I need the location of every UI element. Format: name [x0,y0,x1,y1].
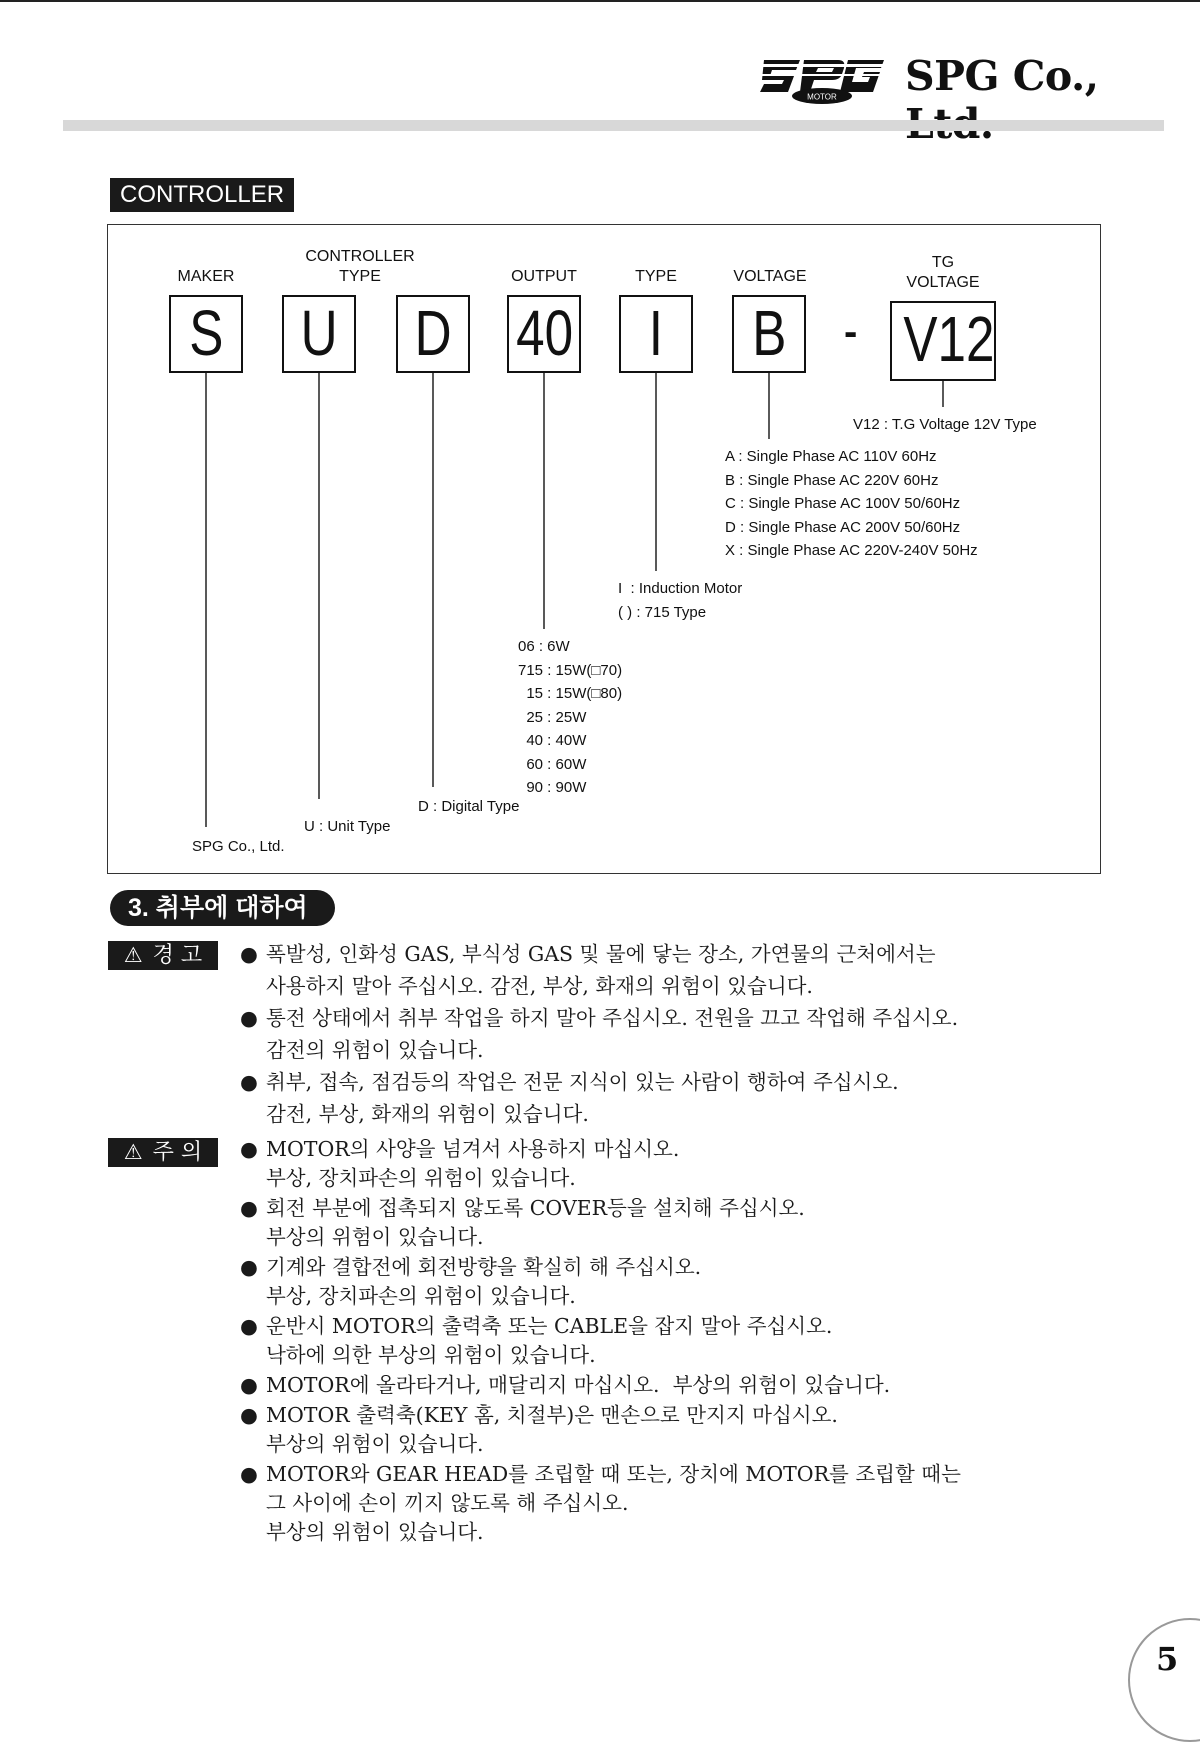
code-box-type: I [619,295,693,373]
header-bar [63,120,1164,131]
model-code-diagram [107,224,1101,874]
warning-triangle-icon: ⚠ [123,943,143,967]
warning-tag: ⚠ 경 고 [108,941,218,970]
desc-voltage: A : Single Phase AC 110V 60Hz B : Single Phase AC 220V 60Hz C : Single Phase AC 100V 50/60Hz D : Single Phase AC 200V 50/60Hz X : Single Phase AC 220V-240V 50Hz [725,448,978,559]
warning-list [232,939,958,1131]
desc-controller-type: U : Unit Type [304,818,391,835]
caution-tag: ⚠ 주 의 [108,1138,218,1167]
caution-triangle-icon: ⚠ [123,1140,143,1164]
list-item: ● MOTOR 출력축(KEY 홈, 치절부)은 맨손으로 만지지 마십시오. 부상의 위험이 있습니다. [240,1403,838,1456]
code-box-tg-voltage: V12 [890,301,996,381]
list-item: ● 기계와 결합전에 회전방향을 확실히 해 주십시오. 부상, 장치파손의 위험이 있습니다. [240,1255,702,1308]
desc-type: I : Induction Motor ( ) : 715 Type [618,580,743,621]
caution-list [232,1135,961,1548]
list-item: ● 통전 상태에서 취부 작업을 하지 말아 주십시오. 전원을 끄고 작업해 주십시오. 감전의 위험이 있습니다. [240,1006,959,1062]
list-item: ● 회전 부분에 접촉되지 않도록 COVER등을 설치해 주십시오. 부상의 위험이 있습니다. [240,1196,805,1249]
list-item: ● 폭발성, 인화성 GAS, 부식성 GAS 및 물에 닿는 장소, 가연물의 근처에서는 사용하지 말아 주십시오. 감전, 부상, 화재의 위험이 있습니다. [240,942,936,998]
list-item: ● 운반시 MOTOR의 출력축 또는 CABLE을 잡지 말아 주십시오. 낙하에 의한 부상의 위험이 있습니다. [240,1314,833,1367]
install-section-title: 3. 취부에 대하여 [110,890,335,926]
desc-tg-voltage: V12 : T.G Voltage 12V Type [853,416,1037,433]
desc-digital: D : Digital Type [418,798,520,815]
logo-sub-text: MOTOR [807,92,837,102]
code-box-output: 40 [507,295,581,373]
list-item: ● MOTOR와 GEAR HEAD를 조립할 때 또는, 장치에 MOTOR를 조립할 때는 그 사이에 손이 끼지 않도록 해 주십시오. 부상의 위험이 있습니다. [240,1462,961,1544]
code-box-maker: S [169,295,243,373]
list-item: ● 취부, 접속, 점검등의 작업은 전문 지식이 있는 사람이 행하여 주십시오. 감전, 부상, 화재의 위험이 있습니다. [240,1070,899,1126]
code-box-voltage: B [732,295,806,373]
list-item: ● MOTOR에 올라타거나, 매달리지 마십시오. 부상의 위험이 있습니다. [240,1373,891,1397]
header-maker: MAKER [177,268,235,285]
header-type: TYPE [635,268,677,285]
list-item: ● MOTOR의 사양을 넘겨서 사용하지 마십시오. 부상, 장치파손의 위험이 있습니다. [240,1137,680,1190]
code-box-controller-type: U [282,295,356,373]
desc-output: 06 : 6W 715 : 15W(□70) 15 : 15W(□80) 25 : 25W 40 : 40W 60 : 60W 90 : 90W [518,638,623,796]
top-rule [0,0,1200,2]
header-voltage: VOLTAGE [733,268,807,285]
header-output: OUTPUT [511,268,577,285]
header-tg-voltage: TG VOLTAGE [906,254,980,291]
code-box-digital: D [396,295,470,373]
header-controller-type: CONTROLLER TYPE [305,248,415,285]
section-label: CONTROLLER [110,178,294,212]
page-number-circle [1128,1618,1200,1742]
page-number: 5 [1156,1640,1179,1678]
spg-logo [760,50,885,106]
code-dash: - [844,310,858,354]
desc-maker: SPG Co., Ltd. [192,838,285,855]
company-name: SPG Co., [905,52,1099,100]
